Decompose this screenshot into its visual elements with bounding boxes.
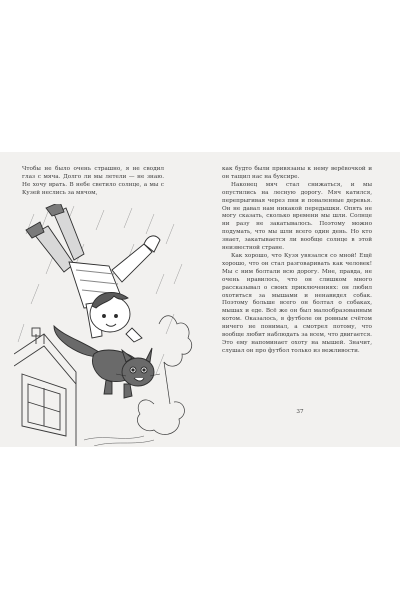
- right-page-text: [222, 166, 372, 356]
- right-paragraph-3: Как хорошо, что Кузя увязался со мной! Ещё хорошо, что он стал разговаривать как человек! Мы с ним болтали всю дорогу. Мне, правда, не очень нравилось, что он слишком много рассказывал о своих приключениях: он любил охотиться за мышами и ненавидел собак. Поэтому больше всего он болтал о собаках, мышах и еде. Всё же он был малообразованным котом. Оказалось, в футболе он ровным счётом ничего не понимал, а смотрел потому, что вообще любит наблюдать за всем, что двигается. Это ему напоминает охоту на мышей. Значит, слушал он про футбол только из вежливости.: [222, 252, 372, 354]
- page-number: 37: [296, 409, 304, 415]
- right-page: [206, 152, 394, 447]
- left-paragraph-1: Чтобы не было очень страшно, я не сводил глаз с мяча. Долго ли мы летели — не знаю. Не хочу врать. В небе светило солнце, а мы с Кузей неслись за мячом,: [22, 166, 164, 196]
- left-page-text: [22, 166, 164, 198]
- right-paragraph-2: Наконец мяч стал снижаться, и мы опустились на лесную дорогу. Мяч катился, перепрыгивая через пни и поваленные деревья. Он не давал нам никакой передышки. Опять не могу сказать, сколько времени мы шли. Солнце ни разу не закатывалось. Поэтому можно подумать, что мы шли всего один день. Но кто знает, закатывается ли вообще солнце в этой неизвестной стране.: [222, 181, 372, 252]
- right-paragraph-1: как будто были привязаны к нему верёвочкой и он тащил нас на буксире.: [222, 166, 372, 180]
- boy-and-cat-flying-illustration-icon: [14, 204, 196, 446]
- left-page: [6, 152, 194, 447]
